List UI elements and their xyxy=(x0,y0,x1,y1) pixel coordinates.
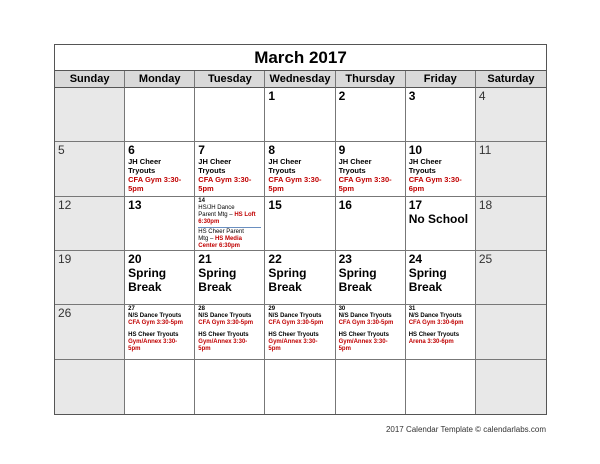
event-text: N/S Dance Tryouts xyxy=(268,313,322,320)
event-text: HS/JH Dance xyxy=(198,204,235,211)
day-cell-6[interactable] xyxy=(125,142,195,196)
event-break: Break xyxy=(268,279,302,294)
day-number: 3 xyxy=(408,89,416,103)
event-location: CFA Gym 3:30- xyxy=(128,175,182,185)
weekday-monday: Monday xyxy=(125,71,195,88)
event-location: 5pm xyxy=(268,346,281,353)
day-cell-17[interactable] xyxy=(406,197,476,251)
weekday-tuesday: Tuesday xyxy=(195,71,265,88)
event-text: N/S Dance Tryouts xyxy=(198,313,252,320)
day-number: 31 xyxy=(408,306,416,313)
event-location: CFA Gym 3:30- xyxy=(198,175,252,185)
day-cell-3[interactable] xyxy=(406,88,476,142)
day-cell-empty xyxy=(336,360,406,414)
event-location: Arena 3:30-6pm xyxy=(408,339,454,346)
day-cell-empty xyxy=(265,360,335,414)
event-location: 5pm xyxy=(338,184,354,194)
weekday-friday: Friday xyxy=(406,71,476,88)
day-number: 29 xyxy=(268,306,276,313)
day-number: 5 xyxy=(58,143,65,158)
day-number: 7 xyxy=(198,143,205,158)
event-text xyxy=(198,212,261,219)
event-location: 5pm xyxy=(128,184,144,194)
event-location: 6pm xyxy=(408,184,425,194)
weekday-saturday: Saturday xyxy=(476,71,546,88)
weekday-thursday: Thursday xyxy=(336,71,406,88)
day-cell-15[interactable] xyxy=(265,197,335,251)
day-number: 6 xyxy=(128,143,135,158)
event-location: Gym/Annex 3:30- xyxy=(128,339,178,346)
day-number: 14 xyxy=(198,197,205,204)
day-cell-empty xyxy=(195,360,265,414)
day-number: 26 xyxy=(58,306,72,321)
event-text: JH Cheer xyxy=(338,157,372,167)
day-cell-empty xyxy=(476,360,546,414)
day-cell-28[interactable] xyxy=(195,305,265,359)
day-cell-empty xyxy=(55,88,125,142)
event-location: Gym/Annex 3:30- xyxy=(198,339,248,346)
day-cell-10[interactable] xyxy=(406,142,476,196)
event-location: 5pm xyxy=(268,184,284,194)
day-cell-24[interactable] xyxy=(406,251,476,305)
event-location: Gym/Annex 3:30- xyxy=(338,339,388,346)
event-break: Break xyxy=(198,279,232,294)
event-location: 5pm xyxy=(338,346,351,353)
event-break: Break xyxy=(408,279,443,294)
day-cell-8[interactable] xyxy=(265,142,335,196)
day-cell-21[interactable] xyxy=(195,251,265,305)
day-cell-23[interactable] xyxy=(336,251,406,305)
day-number: 17 xyxy=(408,197,423,212)
day-number: 15 xyxy=(268,197,282,212)
day-number: 8 xyxy=(268,143,276,158)
day-cell-26[interactable] xyxy=(55,305,125,359)
day-number: 28 xyxy=(198,306,205,313)
event-text: Tryouts xyxy=(408,166,436,176)
event-text: N/S Dance Tryouts xyxy=(408,313,462,320)
day-cell-empty xyxy=(125,88,195,142)
event-break: Break xyxy=(128,279,162,294)
event-text-part: Parent Mtg – xyxy=(198,211,233,218)
event-location: CFA Gym 3:30- xyxy=(338,175,392,185)
weekday-wednesday: Wednesday xyxy=(265,71,335,88)
day-cell-empty xyxy=(476,305,546,359)
calendar-grid xyxy=(55,88,546,414)
day-cell-2[interactable] xyxy=(336,88,406,142)
day-cell-25[interactable] xyxy=(476,251,546,305)
calendar-title: March 2017 xyxy=(55,45,546,71)
day-number: 27 xyxy=(128,306,135,313)
event-location: 5pm xyxy=(198,346,211,353)
event-location: CFA Gym 3:30-5pm xyxy=(338,320,394,327)
day-number: 1 xyxy=(268,89,276,103)
event-location: Gym/Annex 3:30- xyxy=(268,339,318,346)
day-cell-31[interactable] xyxy=(406,305,476,359)
event-location: CFA Gym 3:30-6pm xyxy=(408,320,464,327)
day-cell-7[interactable] xyxy=(195,142,265,196)
footer-credit: 2017 Calendar Template © calendarlabs.com xyxy=(385,425,546,434)
event-location: Center 6:30pm xyxy=(198,242,240,249)
event-text: N/S Dance Tryouts xyxy=(128,313,182,320)
event-break: Break xyxy=(338,279,372,294)
day-cell-22[interactable] xyxy=(265,251,335,305)
day-cell-11[interactable] xyxy=(476,142,546,196)
event-no-school: No School xyxy=(408,211,469,226)
event-spring: Spring xyxy=(198,265,237,280)
event-text: JH Cheer xyxy=(268,157,302,167)
event-text: Tryouts xyxy=(268,166,296,176)
day-number: 22 xyxy=(268,251,282,266)
day-number: 9 xyxy=(338,143,346,158)
calendar xyxy=(54,44,547,415)
event-location: 5pm xyxy=(128,346,141,353)
day-cell-14[interactable] xyxy=(195,197,265,251)
event-text xyxy=(198,236,261,243)
day-number: 10 xyxy=(408,143,423,158)
event-location: CFA Gym 3:30-5pm xyxy=(128,320,183,327)
weekday-header xyxy=(55,71,546,88)
event-location: HS Loft xyxy=(234,211,256,218)
event-divider xyxy=(198,227,261,228)
day-number: 24 xyxy=(408,251,423,266)
day-number: 13 xyxy=(128,197,142,212)
event-text: Tryouts xyxy=(198,166,226,176)
event-location: 5pm xyxy=(198,184,214,194)
event-text: HS Cheer Tryouts xyxy=(128,332,179,339)
day-cell-30[interactable] xyxy=(336,305,406,359)
event-location: CFA Gym 3:30-5pm xyxy=(198,320,254,327)
day-cell-4[interactable] xyxy=(476,88,546,142)
event-text-part: Mtg – xyxy=(198,235,214,242)
weekday-sunday: Sunday xyxy=(55,71,125,88)
day-cell-empty xyxy=(406,360,476,414)
day-cell-5[interactable] xyxy=(55,142,125,196)
event-location: HS Media xyxy=(214,235,242,242)
day-number: 30 xyxy=(338,306,346,313)
event-spring: Spring xyxy=(268,265,307,280)
event-spring: Spring xyxy=(408,265,447,280)
event-location: CFA Gym 3:30-5pm xyxy=(268,320,324,327)
event-location: CFA Gym 3:30- xyxy=(268,175,322,185)
day-cell-18[interactable] xyxy=(476,197,546,251)
event-text: HS Cheer Parent xyxy=(198,228,244,235)
day-number: 19 xyxy=(58,251,72,266)
day-number: 16 xyxy=(338,197,352,212)
event-text: JH Cheer xyxy=(128,157,162,167)
day-cell-empty xyxy=(195,88,265,142)
event-text: N/S Dance Tryouts xyxy=(338,313,392,320)
day-number: 2 xyxy=(338,89,346,103)
day-number: 25 xyxy=(478,251,493,266)
event-text: JH Cheer xyxy=(408,157,442,167)
day-number: 11 xyxy=(478,143,492,158)
day-number: 12 xyxy=(58,197,72,212)
event-spring: Spring xyxy=(128,265,167,280)
day-cell-13[interactable] xyxy=(125,197,195,251)
day-cell-empty xyxy=(55,360,125,414)
day-cell-9[interactable] xyxy=(336,142,406,196)
day-cell-27[interactable] xyxy=(125,305,195,359)
day-cell-12[interactable] xyxy=(55,197,125,251)
day-number: 4 xyxy=(478,89,486,103)
event-text: HS Cheer Tryouts xyxy=(268,332,319,339)
day-cell-20[interactable] xyxy=(125,251,195,305)
day-cell-29[interactable] xyxy=(265,305,335,359)
day-cell-empty xyxy=(125,360,195,414)
event-text: JH Cheer xyxy=(198,157,232,167)
day-number: 21 xyxy=(198,251,212,266)
day-cell-1[interactable] xyxy=(265,88,335,142)
event-text: HS Cheer Tryouts xyxy=(198,332,249,339)
event-spring: Spring xyxy=(338,265,377,280)
day-cell-16[interactable] xyxy=(336,197,406,251)
day-number: 20 xyxy=(128,251,142,266)
day-cell-19[interactable] xyxy=(55,251,125,305)
event-text: HS Cheer Tryouts xyxy=(408,332,460,339)
event-location: 6:30pm xyxy=(198,218,220,225)
event-text: Tryouts xyxy=(338,166,366,176)
day-number: 23 xyxy=(338,251,352,266)
day-number: 18 xyxy=(478,197,493,212)
event-text: HS Cheer Tryouts xyxy=(338,332,389,339)
event-text: Tryouts xyxy=(128,166,156,176)
event-location: CFA Gym 3:30- xyxy=(408,175,462,185)
